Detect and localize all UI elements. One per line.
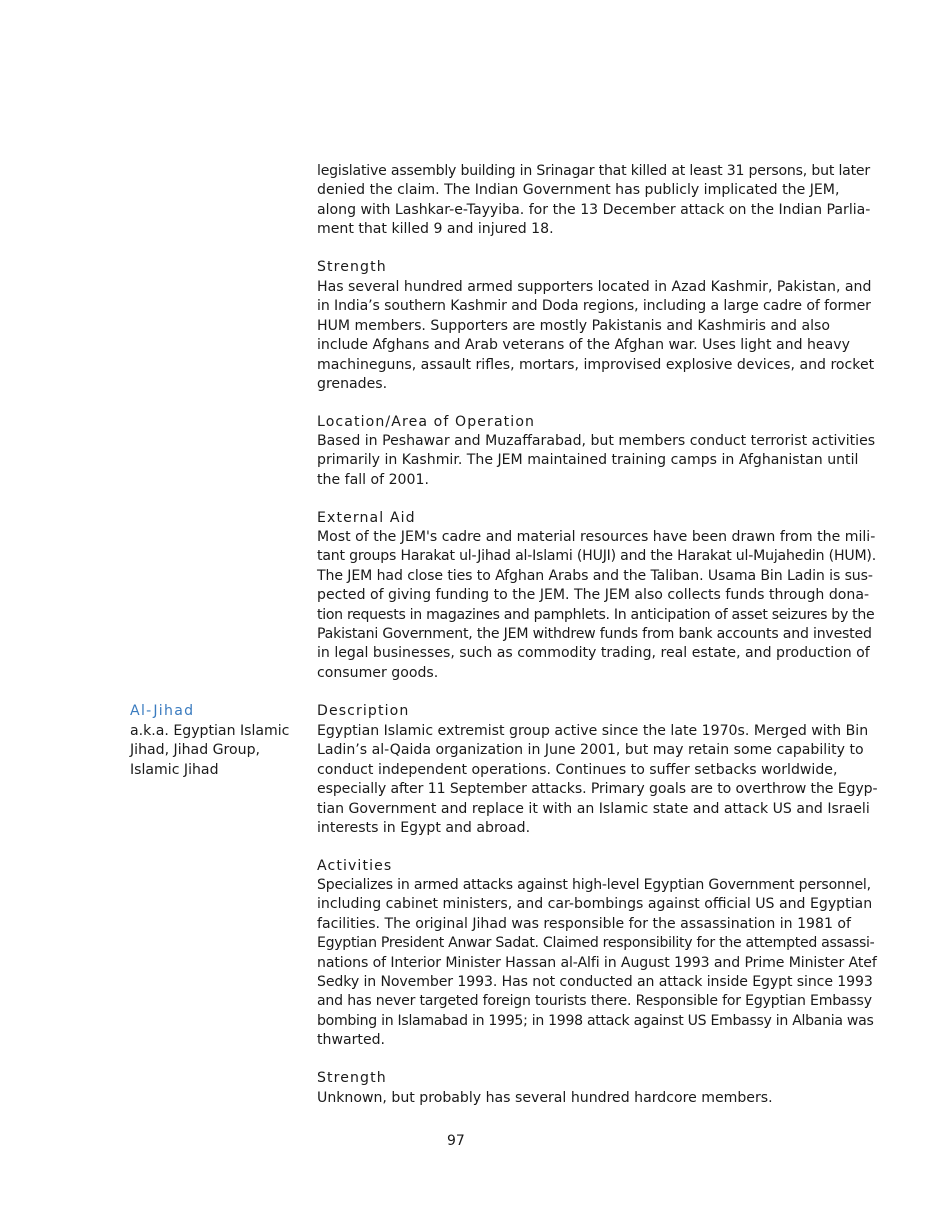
text-line: tian Government and replace it with an Islamic state and attack US and Israeli: [317, 800, 870, 817]
text-line: HUM members. Supporters are mostly Pakistanis and Kashmiris and also: [317, 317, 830, 334]
aj-strength-heading: Strength: [317, 1070, 387, 1086]
text-line: in legal businesses, such as commodity trading, real estate, and production of: [317, 645, 870, 662]
text-line: Based in Peshawar and Muzaffarabad, but members conduct terrorist activities: [317, 433, 876, 449]
jem-external-aid-heading: External Aid: [317, 510, 416, 526]
jem-external-aid-text: [317, 528, 877, 683]
text-line: Sedky in November 1993. Has not conducted an attack inside Egypt since 1993: [317, 974, 873, 991]
text-line: bombing in Islamabad in 1995; in 1998 attack against US Embassy in Albania was: [317, 1012, 874, 1029]
text-line: grenades.: [317, 376, 388, 393]
jem-strength-text: [317, 278, 877, 394]
text-line: and has never targeted foreign tourists there. Responsible for Egyptian Embassy: [317, 993, 872, 1010]
text-line: Specializes in armed attacks against high-level Egyptian Government personnel,: [317, 877, 871, 893]
text-line: Egyptian President Anwar Sadat. Claimed responsibility for the attempted assassi-: [317, 935, 875, 952]
text-line: Has several hundred armed supporters located in Azad Kashmir, Pakistan, and: [317, 279, 872, 295]
text-line: Most of the JEM's cadre and material resources have been drawn from the mili-: [317, 529, 876, 545]
text-line: especially after 11 September attacks. Primary goals are to overthrow the Egyp-: [317, 781, 878, 798]
jem-location-text: [317, 432, 877, 490]
text-line: nations of Interior Minister Hassan al-Alfi in August 1993 and Prime Minister Atef: [317, 954, 877, 971]
text-line: in India’s southern Kashmir and Doda regions, including a large cadre of former: [317, 298, 871, 315]
aj-strength-text: [317, 1089, 877, 1108]
text-line: primarily in Kashmir. The JEM maintained training camps in Afghanistan until: [317, 452, 859, 469]
text-line: tant groups Harakat ul-Jihad al-Islami (HUJI) and the Harakat ul-Mujahedin (HUM).: [317, 548, 877, 565]
jem-strength-heading: Strength: [317, 259, 387, 275]
text-line: the fall of 2001.: [317, 471, 429, 488]
aj-description-text: [317, 722, 877, 838]
text-line: Pakistani Government, the JEM withdrew funds from bank accounts and invested: [317, 626, 872, 643]
text-line: include Afghans and Arab veterans of the Afghan war. Uses light and heavy: [317, 337, 850, 354]
text-line: Ladin’s al-Qaida organization in June 2001, but may retain some capability to: [317, 742, 864, 759]
group-aliases: [130, 722, 289, 780]
alias-line: Jihad, Jihad Group,: [130, 742, 261, 759]
aj-activities-heading: Activities: [317, 858, 393, 874]
text-line: ment that killed 9 and injured 18.: [317, 221, 554, 238]
jem-location-heading: Location/Area of Operation: [317, 414, 536, 430]
alias-line: a.k.a. Egyptian Islamic: [130, 723, 290, 739]
text-line: interests in Egypt and abroad.: [317, 820, 531, 837]
text-line: thwarted.: [317, 1032, 386, 1049]
page-number: 97: [447, 1133, 465, 1149]
text-line: denied the claim. The Indian Government has publicly implicated the JEM,: [317, 182, 840, 199]
text-line: legislative assembly building in Srinagar that killed at least 31 persons, but later: [317, 163, 870, 179]
aj-description-heading: Description: [317, 703, 410, 719]
jem-activities-continuation: [317, 162, 877, 240]
text-line: along with Lashkar-e-Tayyiba. for the 13 December attack on the Indian Parlia-: [317, 201, 871, 218]
text-line: consumer goods.: [317, 664, 439, 681]
aj-activities-text: [317, 876, 877, 1051]
text-line: tion requests in magazines and pamphlets. In anticipation of asset seizures by the: [317, 606, 875, 623]
text-line: The JEM had close ties to Afghan Arabs and the Taliban. Usama Bin Ladin is sus-: [317, 567, 873, 584]
text-line: machineguns, assault rifles, mortars, improvised explosive devices, and rocket: [317, 356, 875, 373]
text-line: pected of giving funding to the JEM. The JEM also collects funds through dona-: [317, 587, 870, 604]
group-name-al-jihad: Al-Jihad: [130, 703, 195, 719]
text-line: Egyptian Islamic extremist group active since the late 1970s. Merged with Bin: [317, 723, 869, 739]
alias-line: Islamic Jihad: [130, 761, 219, 778]
text-line: conduct independent operations. Continues to suffer setbacks worldwide,: [317, 761, 838, 778]
text-line: including cabinet ministers, and car-bombings against official US and Egyptian: [317, 896, 873, 913]
text-line: Unknown, but probably has several hundred hardcore members.: [317, 1090, 773, 1106]
text-line: facilities. The original Jihad was responsible for the assassination in 1981 of: [317, 915, 852, 932]
